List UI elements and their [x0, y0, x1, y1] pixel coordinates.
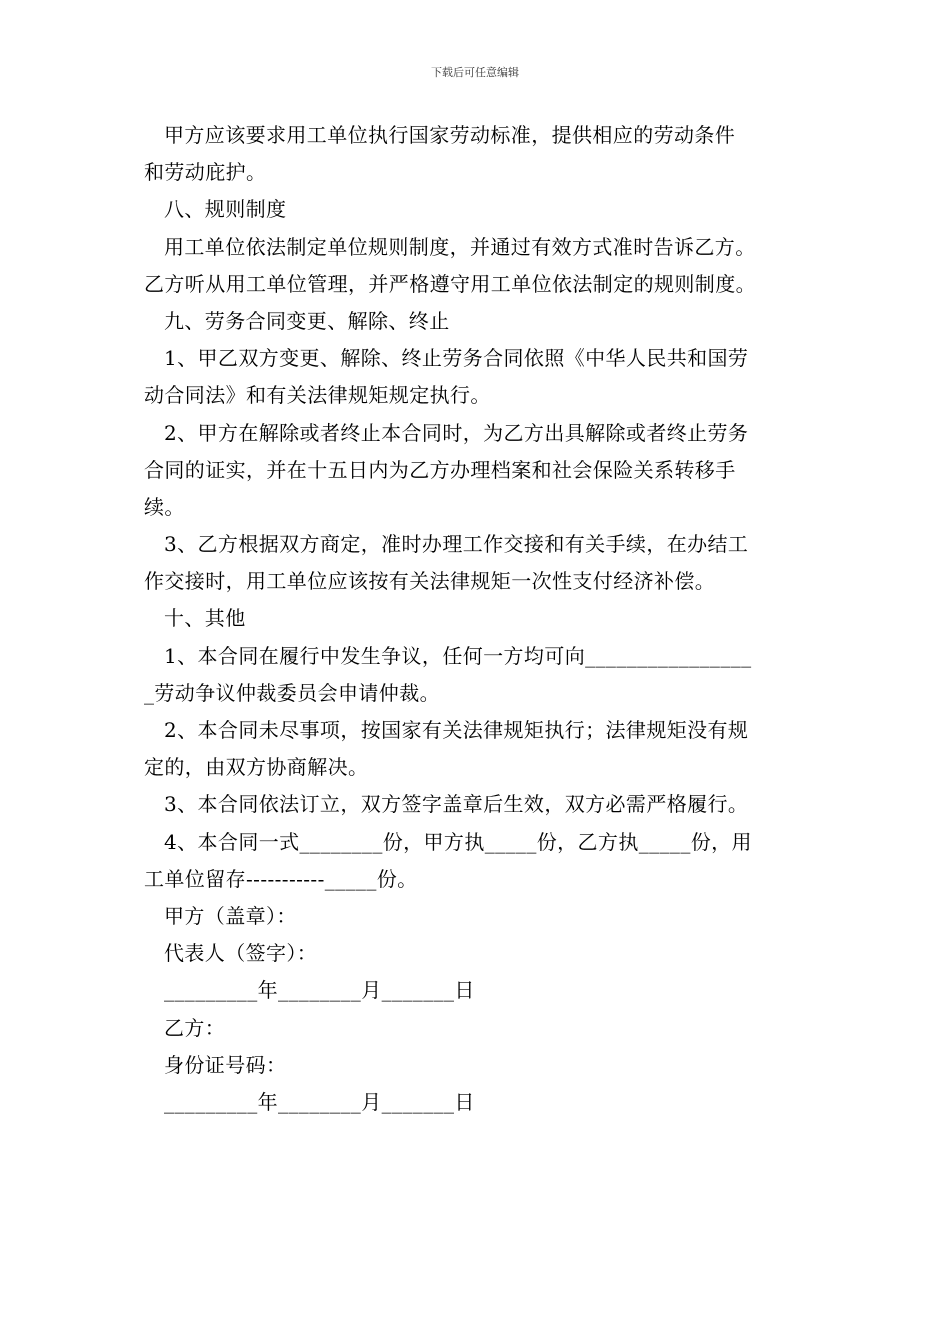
paragraph-line: 2、甲方在解除或者终止本合同时，为乙方出具解除或者终止劳务: [164, 420, 749, 445]
paragraph-line: 2、本合同未尽事项，按国家有关法律规矩执行；法律规矩没有规: [164, 718, 749, 742]
signature-label-party-b: 乙方：: [164, 1015, 226, 1040]
section-heading: 八、规则制度: [164, 197, 287, 222]
date-line-party-b: _________年________月_______日: [164, 1089, 475, 1114]
paragraph-line: 3、本合同依法订立，双方签字盖章后生效，双方必需严格履行。: [164, 792, 749, 817]
paragraph-line: 1、甲乙双方变更、解除、终止劳务合同依照《中华人民共和国劳: [164, 346, 749, 371]
date-line-party-a: _________年________月_______日: [164, 978, 475, 1003]
paragraph-line: 工单位留存-----------_____份。: [144, 866, 418, 891]
id-number-label: 身份证号码：: [164, 1052, 287, 1077]
paragraph-line: _劳动争议仲裁委员会申请仲裁。: [144, 680, 440, 705]
section-heading: 九、劳务合同变更、解除、终止: [164, 308, 450, 333]
paragraph-line: 定的，由双方协商解决。: [144, 755, 369, 780]
paragraph-line: 乙方听从用工单位管理，并严格遵守用工单位依法制定的规则制度。: [144, 271, 756, 296]
document-body: [144, 117, 809, 1121]
paragraph-line: 和劳动庇护。: [144, 160, 267, 185]
paragraph-line: 作交接时，用工单位应该按有关法律规矩一次性支付经济补偿。: [144, 569, 716, 594]
paragraph-line: 1、本合同在履行中发生争议，任何一方均可向________________: [164, 643, 752, 668]
paragraph-line: 3、乙方根据双方商定，准时办理工作交接和有关手续，在办结工: [164, 532, 749, 557]
page-header: 下载后可任意编辑: [431, 66, 519, 79]
section-heading: 十、其他: [164, 606, 246, 631]
paragraph-line: 甲方应该要求用工单位执行国家劳动标准，提供相应的劳动条件: [164, 123, 736, 147]
paragraph-line: 用工单位依法制定单位规则制度，并通过有效方式准时告诉乙方。: [164, 234, 756, 259]
paragraph-line: 续。: [144, 494, 185, 519]
paragraph-line: 动合同法》和有关法律规矩规定执行。: [144, 383, 491, 408]
paragraph-line: 合同的证实，并在十五日内为乙方办理档案和社会保险关系转移手: [144, 457, 736, 482]
paragraph-line: 4、本合同一式________份，甲方执_____份，乙方执_____份，用: [164, 829, 752, 854]
signature-label-representative: 代表人（签字）：: [164, 941, 318, 966]
signature-label-party-a: 甲方（盖章）：: [164, 903, 297, 928]
